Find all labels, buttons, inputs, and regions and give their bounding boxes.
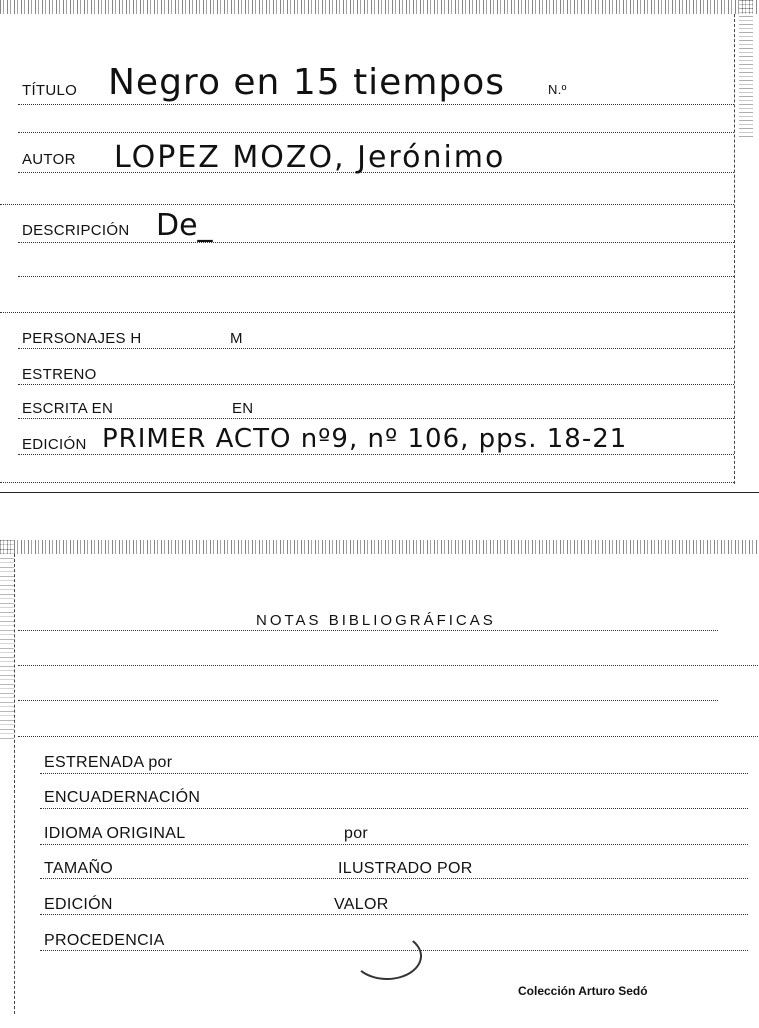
titulo-label: TÍTULO: [22, 82, 78, 99]
card-bottom-edge: [0, 492, 759, 493]
descripcion-line: [18, 242, 734, 243]
autor-label: AUTOR: [22, 151, 76, 168]
estrenada-line: [40, 773, 748, 774]
card-edge-texture: [739, 0, 753, 140]
catalog-card-back: [0, 540, 759, 1028]
ruled-line: [18, 132, 734, 133]
idioma-por-label: por: [344, 825, 369, 842]
card-border: [14, 554, 15, 1014]
descripcion-value: De_: [156, 208, 213, 243]
personajes-h-label: PERSONAJES H: [22, 330, 142, 347]
card-edge-texture: [0, 540, 14, 740]
tamano-line: [40, 878, 748, 879]
escrita-label: ESCRITA EN: [22, 400, 114, 417]
tamano-label: TAMAÑO: [44, 860, 114, 877]
estrenada-label: ESTRENADA por: [44, 754, 173, 771]
ruled-line: [18, 700, 718, 701]
card-edge-texture: [0, 0, 759, 14]
ruled-line: [18, 276, 734, 277]
personajes-m-label: M: [230, 330, 243, 347]
edicion-value: PRIMER ACTO nº9, nº 106, pps. 18-21: [102, 424, 628, 454]
ruled-line: [0, 204, 734, 205]
coleccion-footer: Colección Arturo Sedó: [518, 984, 648, 998]
estreno-line: [18, 384, 734, 385]
titulo-value: Negro en 15 tiempos: [108, 62, 506, 103]
escrita-line: [18, 418, 734, 419]
valor-label: VALOR: [334, 896, 389, 913]
card-edge-texture: [0, 540, 759, 554]
ruled-line: [0, 482, 734, 483]
numero-label: N.º: [548, 82, 567, 97]
idioma-label: IDIOMA ORIGINAL: [44, 825, 186, 842]
encuadernacion-line: [40, 808, 748, 809]
ruled-line: [18, 736, 758, 737]
ruled-line: [0, 312, 734, 313]
descripcion-label: DESCRIPCIÓN: [22, 222, 130, 239]
titulo-line: [18, 104, 734, 105]
catalog-card-front: [0, 0, 759, 492]
procedencia-label: PROCEDENCIA: [44, 932, 165, 949]
escrita-en-label: EN: [232, 400, 254, 417]
stamp-mark: [352, 932, 422, 980]
edicion-line: [18, 454, 734, 455]
personajes-line: [18, 348, 734, 349]
ilustrado-label: ILUSTRADO POR: [338, 860, 473, 877]
encuadernacion-label: ENCUADERNACIÓN: [44, 789, 201, 806]
idioma-line: [40, 844, 748, 845]
ruled-line: [18, 665, 758, 666]
edicion-back-line: [40, 914, 748, 915]
notas-heading: NOTAS BIBLIOGRÁFICAS: [256, 612, 496, 629]
autor-value: LOPEZ MOZO, Jerónimo: [114, 140, 506, 175]
estreno-label: ESTRENO: [22, 366, 97, 383]
card-border: [734, 14, 735, 484]
ruled-line: [18, 630, 718, 631]
edicion-back-label: EDICIÓN: [44, 896, 113, 913]
edicion-label: EDICIÓN: [22, 436, 87, 453]
